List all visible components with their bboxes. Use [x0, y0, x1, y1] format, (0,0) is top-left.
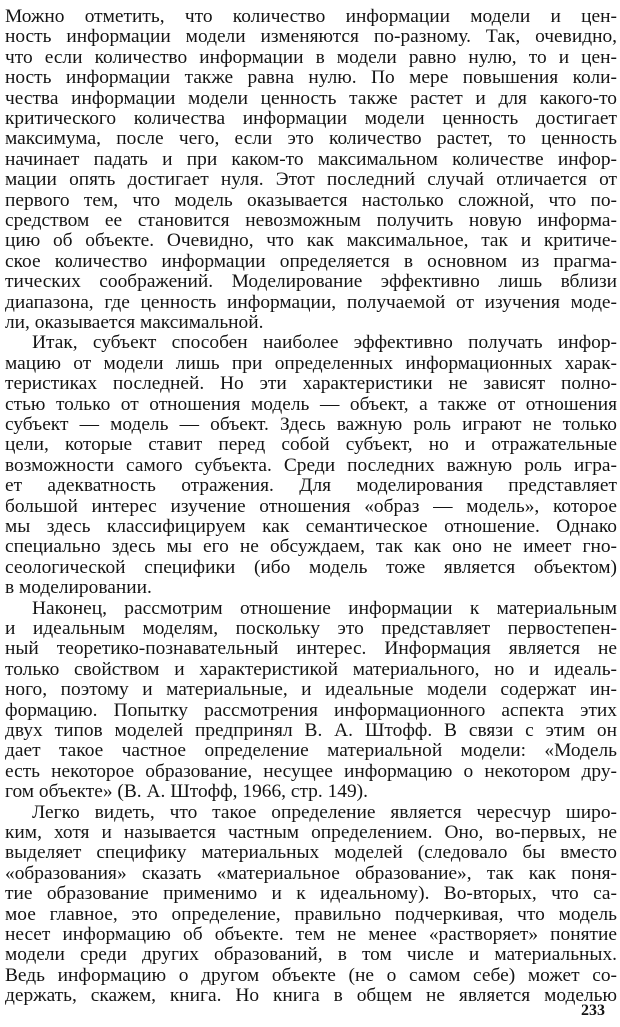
text-line: сеологической специфики (ибо модель тоже является объектом): [5, 556, 617, 578]
text-line: в моделировании.: [5, 577, 152, 599]
text-line: мое главное, это определение, правильно подчеркивая, что модель: [5, 903, 617, 925]
text-line: держать, скажем, книга. Но книга в общем не является моделью: [5, 985, 617, 1007]
text-line: только свойством и характеристикой материального, но и идеаль-: [5, 658, 617, 680]
text-line: несет информацию об объекте. тем не менее «растворяет» понятие: [5, 924, 617, 945]
text-line: теристиках последней. Но эти характеристики не зависят полно-: [5, 373, 617, 395]
text-line: максимума, после чего, если это количество растет, то ценность: [5, 128, 617, 150]
text-line: тие образование применимо и к идеальному). Во-вторых, что са-: [5, 883, 617, 905]
text-line: ный теоретико-познавательный интерес. Информация является не: [5, 638, 617, 660]
text-line: модели среди других образований, в том числе и материальных.: [5, 944, 617, 966]
text-line: Можно отметить, что количество информации модели и цен-: [5, 6, 617, 27]
text-line: и идеальным моделям, поскольку это представляет первостепен-: [5, 618, 617, 639]
text-line: формацию. Попытку рассмотрения информационного аспекта этих: [5, 699, 617, 721]
text-line: двух типов моделей предпринял В. А. Штофф. В связи с этим он: [5, 720, 617, 741]
text-line: дает такое частное определение материальной модели: «Модель: [5, 740, 617, 762]
text-line: чества информации модели ценность также растет и для какого-то: [5, 87, 617, 109]
text-line: специально здесь мы его не обсуждаем, так как оно не имеет гно-: [5, 536, 617, 558]
text-line: цию об объекте. Очевидно, что как максимальное, так и критиче-: [5, 230, 617, 252]
text-line: возможности самого субъекта. Среди последних важную роль игра-: [5, 454, 617, 476]
text-line: средством ее становится невозможным получить новую информа-: [5, 210, 617, 231]
text-line: ность информации модели изменяются по-разному. Так, очевидно,: [5, 26, 617, 48]
text-line: ет адекватность отражения. Для моделирования представляет: [5, 475, 617, 497]
text-line: Наконец, рассмотрим отношение информации к материальным: [32, 597, 617, 619]
text-line: мы здесь классифицируем как семантическое отношение. Однако: [5, 516, 617, 537]
text-line: есть некоторое образование, несущее информацию о некотором дру-: [5, 760, 617, 782]
text-line: большой интерес изучение отношения «образ — модель», которое: [5, 495, 617, 517]
text-line: критического количества информации модели ценность достигает: [5, 108, 617, 129]
text-line: ское количество информации определяется в основном из прагма-: [5, 250, 617, 272]
text-line: Легко видеть, что такое определение является чересчур широ-: [32, 801, 617, 823]
text-line: ного, поэтому и материальные, и идеальные модели содержат ин-: [5, 679, 617, 701]
text-line: стью только от отношения модель — объект, а также от отношения: [5, 393, 617, 415]
text-line: первого тем, что модель оказывается настолько сложной, что по-: [5, 189, 617, 211]
text-line: Итак, субъект способен наиболее эффективно получать инфор-: [32, 332, 617, 354]
text-line: субъект — модель — объект. Здесь важную роль играют не только: [5, 414, 617, 435]
text-line: цели, которые ставит перед собой субъект, но и отражательные: [5, 434, 617, 456]
text-line: выделяет специфику материальных моделей (следовало бы вместо: [5, 842, 617, 864]
text-line: ли, оказывается максимальной.: [5, 312, 264, 333]
text-line: гом объекте» (В. А. Штофф, 1966, стр. 149).: [5, 781, 368, 803]
text-line: тических соображений. Моделирование эффективно лишь вблизи: [5, 271, 617, 293]
text-line: мации опять достигает нуля. Этот последний случай отличается от: [5, 169, 617, 191]
text-line: начинает падать и при каком-то максимальном количестве инфор-: [5, 148, 617, 170]
text-line: что если количество информации в модели равно нулю, то и цен-: [5, 46, 617, 68]
text-line: «образования» сказать «материальное образование», так как поня-: [5, 862, 617, 884]
text-line: ность информации также равна нулю. По мере повышения коли-: [5, 67, 617, 89]
page-number: 233: [581, 1001, 605, 1019]
book-page: [5, 2, 617, 1022]
text-line: Ведь информацию о другом объекте (не о самом себе) может со-: [5, 964, 617, 986]
text-line: ким, хотя и называется частным определением. Оно, во-первых, не: [5, 822, 617, 843]
text-line: мацию от модели лишь при определенных информационных харак-: [5, 352, 617, 374]
text-line: диапазона, где ценность информации, получаемой от изучения моде-: [5, 291, 617, 313]
